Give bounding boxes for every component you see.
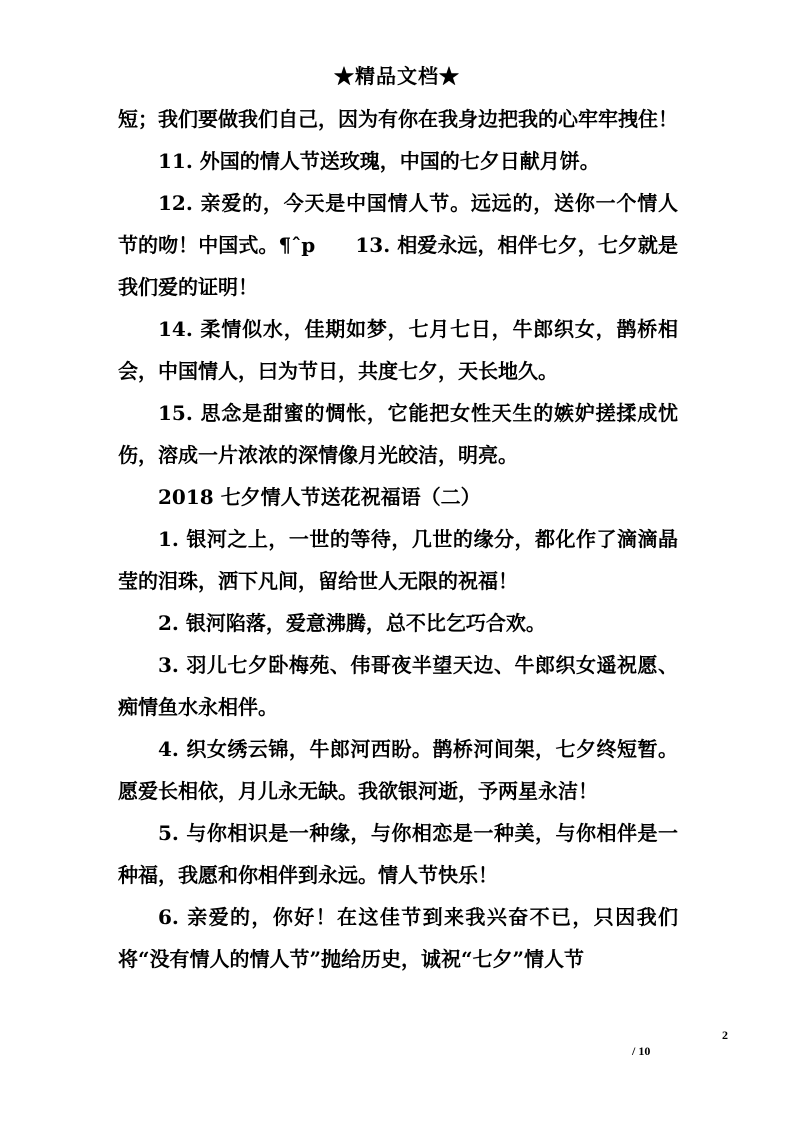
paragraph: 1. 银河之上，一世的等待，几世的缘分，都化作了滴滴晶莹的泪珠，洒下凡间，留给世人无限的祝福！	[118, 527, 678, 593]
paragraph: 12. 亲爱的，今天是中国情人节。远远的，送你一个情人节的吻！中国式。¶ˆp 13. 相爱永远，相伴七夕，七夕就是我们爱的证明！	[118, 191, 678, 299]
paragraph: 4. 织女绣云锦，牛郎河西盼。鹊桥河间架，七夕终短暂。愿爱长相依，月儿永无缺。我欲银河逝，予两星永洁！	[118, 737, 678, 803]
paragraph: 2. 银河陷落，爱意沸腾，总不比乞巧合欢。	[158, 611, 546, 635]
page-number: 2	[722, 1028, 728, 1042]
paragraph: 短；我们要做我们自己，因为有你在我身边把我的心牢牢拽住！	[118, 107, 678, 131]
paragraph: 3. 羽儿七夕卧梅苑、伟哥夜半望天边、牛郎织女遥祝愿、痴情鱼水永相伴。	[118, 653, 678, 719]
paragraph: 15. 思念是甜蜜的惆怅，它能把女性天生的嫉妒搓揉成忧伤，溶成一片浓浓的深情像月光皎洁，明亮。	[118, 401, 678, 467]
paragraph: 14. 柔情似水，佳期如梦，七月七日，牛郎织女，鹊桥相会，中国情人，曰为节日，共度七夕，天长地久。	[118, 317, 678, 383]
paragraph: 6. 亲爱的，你好！在这佳节到来我兴奋不已，只因我们将“没有情人的情人节”抛给历史，诚祝“七夕”情人节	[118, 905, 678, 971]
paragraph: 11. 外国的情人节送玫瑰，中国的七夕日献月饼。	[158, 149, 600, 173]
page-total: / 10	[632, 1044, 651, 1058]
section-heading: 2018 七夕情人节送花祝福语（二）	[158, 485, 481, 509]
document-header: ★精品文档★	[334, 64, 460, 88]
paragraph: 5. 与你相识是一种缘，与你相恋是一种美，与你相伴是一种福，我愿和你相伴到永远。情人节快乐！	[118, 821, 678, 887]
document-body	[118, 98, 678, 980]
